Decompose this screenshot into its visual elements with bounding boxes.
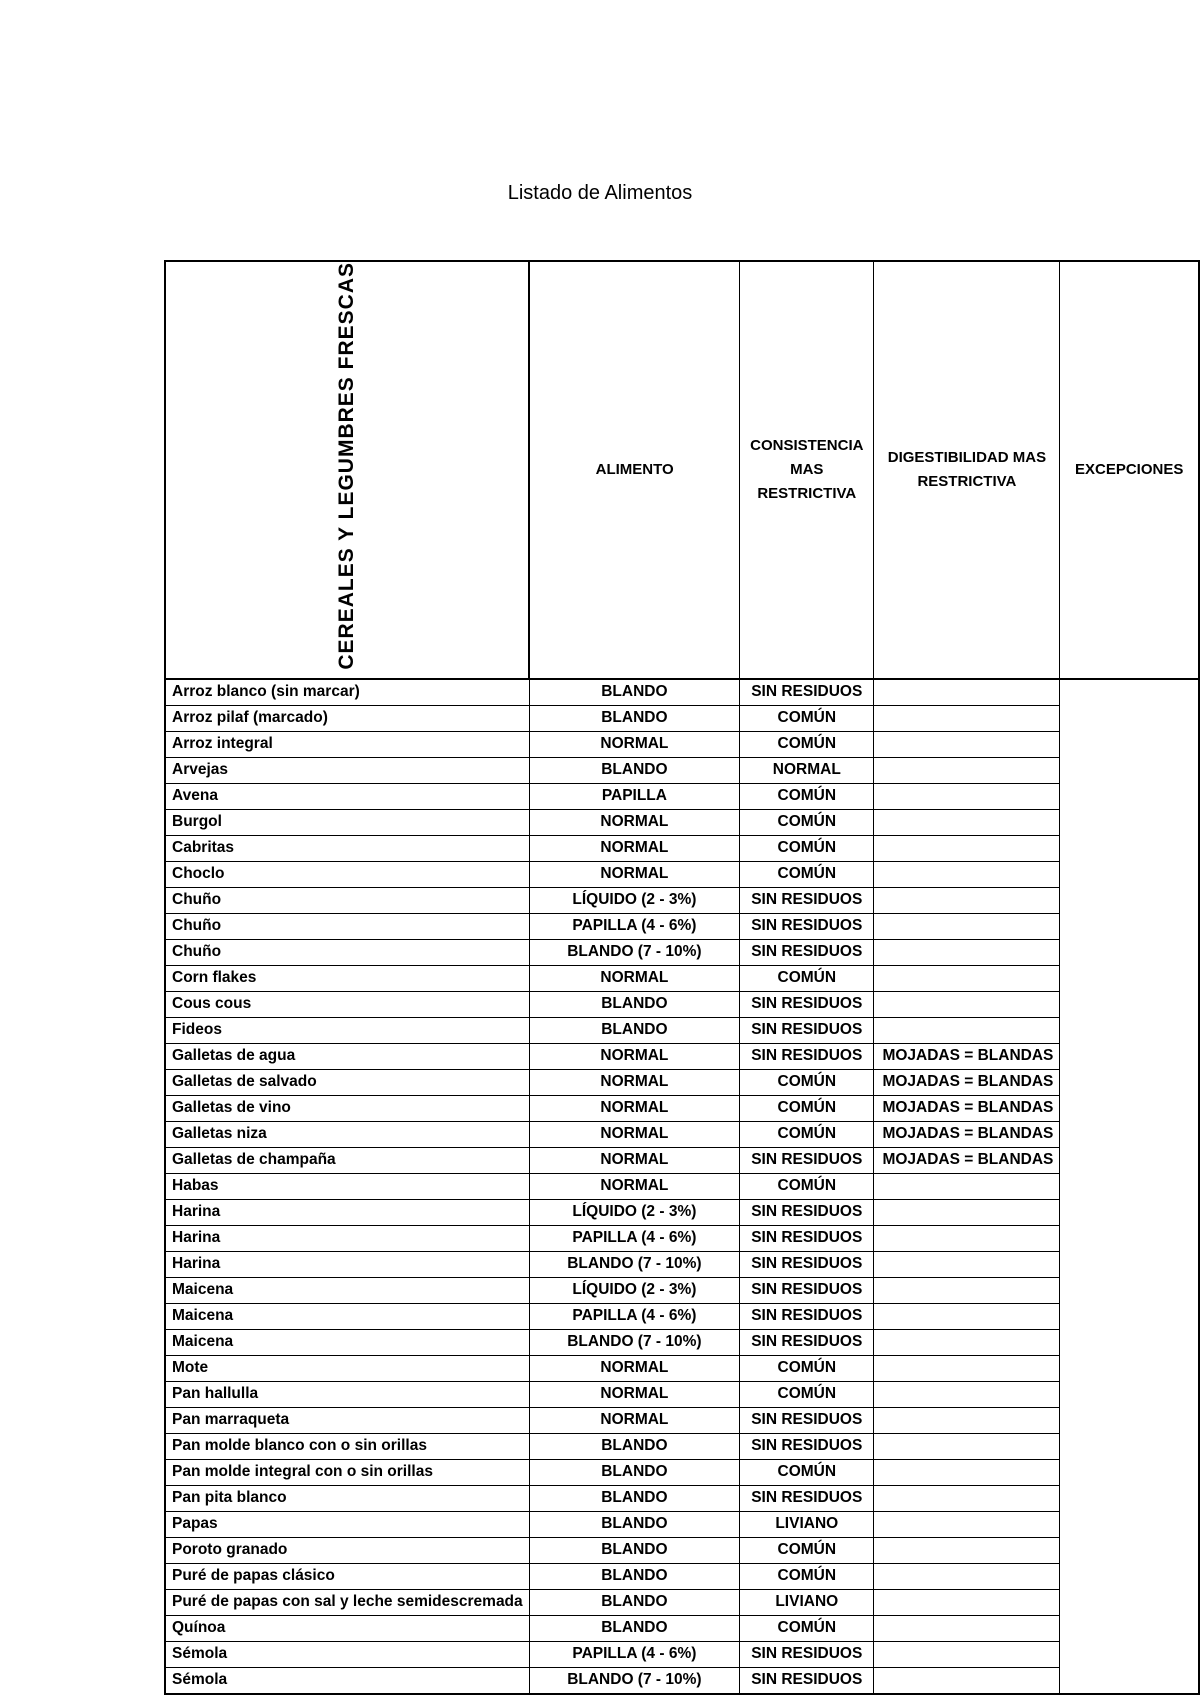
digestibility-cell: SIN RESIDUOS bbox=[740, 913, 874, 939]
consistency-cell: BLANDO bbox=[529, 1459, 739, 1485]
food-name-cell: Arroz blanco (sin marcar) bbox=[165, 679, 529, 706]
consistency-cell: NORMAL bbox=[529, 861, 739, 887]
consistency-cell: NORMAL bbox=[529, 809, 739, 835]
digestibility-cell: SIN RESIDUOS bbox=[740, 1641, 874, 1667]
exceptions-cell bbox=[874, 835, 1060, 861]
header-alimento: ALIMENTO bbox=[529, 261, 739, 679]
table-row bbox=[165, 809, 1199, 835]
consistency-cell: PAPILLA (4 - 6%) bbox=[529, 1225, 739, 1251]
consistency-cell: PAPILLA bbox=[529, 783, 739, 809]
digestibility-cell: SIN RESIDUOS bbox=[740, 1407, 874, 1433]
food-name-cell: Galletas de vino bbox=[165, 1095, 529, 1121]
table-row bbox=[165, 1329, 1199, 1355]
exceptions-cell: MOJADAS = BLANDAS bbox=[874, 1147, 1060, 1173]
exceptions-cell bbox=[874, 1199, 1060, 1225]
food-name-cell: Papas bbox=[165, 1511, 529, 1537]
table-row bbox=[165, 757, 1199, 783]
food-name-cell: Corn flakes bbox=[165, 965, 529, 991]
exceptions-cell bbox=[874, 861, 1060, 887]
consistency-cell: BLANDO bbox=[529, 991, 739, 1017]
table-row bbox=[165, 705, 1199, 731]
header-digestibilidad: DIGESTIBILIDAD MAS RESTRICTIVA bbox=[874, 261, 1060, 679]
food-name-cell: Maicena bbox=[165, 1277, 529, 1303]
consistency-cell: NORMAL bbox=[529, 731, 739, 757]
food-name-cell: Galletas de salvado bbox=[165, 1069, 529, 1095]
exceptions-cell bbox=[874, 1667, 1060, 1694]
food-name-cell: Puré de papas clásico bbox=[165, 1563, 529, 1589]
digestibility-cell: SIN RESIDUOS bbox=[740, 1277, 874, 1303]
exceptions-cell: MOJADAS = BLANDAS bbox=[874, 1069, 1060, 1095]
consistency-cell: BLANDO bbox=[529, 757, 739, 783]
digestibility-cell: SIN RESIDUOS bbox=[740, 1667, 874, 1694]
exceptions-cell bbox=[874, 1589, 1060, 1615]
exceptions-cell bbox=[874, 913, 1060, 939]
consistency-cell: LÍQUIDO (2 - 3%) bbox=[529, 1199, 739, 1225]
exceptions-cell bbox=[874, 679, 1060, 706]
table-row bbox=[165, 1563, 1199, 1589]
food-name-cell: Pan pita blanco bbox=[165, 1485, 529, 1511]
consistency-cell: BLANDO bbox=[529, 1017, 739, 1043]
exceptions-cell bbox=[874, 939, 1060, 965]
exceptions-cell bbox=[874, 1173, 1060, 1199]
food-name-cell: Pan marraqueta bbox=[165, 1407, 529, 1433]
header-excepciones: EXCEPCIONES bbox=[1060, 261, 1199, 679]
digestibility-cell: COMÚN bbox=[740, 809, 874, 835]
food-table bbox=[164, 260, 1200, 1695]
table-row bbox=[165, 1485, 1199, 1511]
food-name-cell: Cous cous bbox=[165, 991, 529, 1017]
food-name-cell: Sémola bbox=[165, 1641, 529, 1667]
table-row bbox=[165, 1251, 1199, 1277]
exceptions-cell bbox=[874, 1407, 1060, 1433]
exceptions-cell bbox=[874, 809, 1060, 835]
food-name-cell: Harina bbox=[165, 1225, 529, 1251]
exceptions-cell: MOJADAS = BLANDAS bbox=[874, 1121, 1060, 1147]
exceptions-cell bbox=[874, 705, 1060, 731]
food-name-cell: Arvejas bbox=[165, 757, 529, 783]
table-row bbox=[165, 1641, 1199, 1667]
header-consistencia: CONSISTENCIA MAS RESTRICTIVA bbox=[740, 261, 874, 679]
consistency-cell: BLANDO bbox=[529, 1537, 739, 1563]
digestibility-cell: COMÚN bbox=[740, 731, 874, 757]
exceptions-cell bbox=[874, 991, 1060, 1017]
consistency-cell: NORMAL bbox=[529, 1407, 739, 1433]
food-name-cell: Chuño bbox=[165, 939, 529, 965]
exceptions-cell bbox=[874, 1017, 1060, 1043]
consistency-cell: BLANDO (7 - 10%) bbox=[529, 1329, 739, 1355]
table-row bbox=[165, 965, 1199, 991]
table-row bbox=[165, 1381, 1199, 1407]
consistency-cell: NORMAL bbox=[529, 1095, 739, 1121]
category-cell bbox=[165, 261, 529, 679]
consistency-cell: LÍQUIDO (2 - 3%) bbox=[529, 887, 739, 913]
exceptions-cell bbox=[874, 1251, 1060, 1277]
food-name-cell: Chuño bbox=[165, 913, 529, 939]
digestibility-cell: SIN RESIDUOS bbox=[740, 1199, 874, 1225]
table-row bbox=[165, 783, 1199, 809]
table-row bbox=[165, 1589, 1199, 1615]
table-row bbox=[165, 1225, 1199, 1251]
digestibility-cell: COMÚN bbox=[740, 1173, 874, 1199]
digestibility-cell: COMÚN bbox=[740, 1355, 874, 1381]
exceptions-cell bbox=[874, 783, 1060, 809]
food-name-cell: Galletas niza bbox=[165, 1121, 529, 1147]
food-name-cell: Galletas de agua bbox=[165, 1043, 529, 1069]
exceptions-cell bbox=[874, 1615, 1060, 1641]
table-row bbox=[165, 991, 1199, 1017]
table-row bbox=[165, 1303, 1199, 1329]
food-name-cell: Pan molde integral con o sin orillas bbox=[165, 1459, 529, 1485]
table-row bbox=[165, 1667, 1199, 1694]
table-row bbox=[165, 939, 1199, 965]
food-name-cell: Avena bbox=[165, 783, 529, 809]
food-name-cell: Arroz pilaf (marcado) bbox=[165, 705, 529, 731]
food-name-cell: Harina bbox=[165, 1251, 529, 1277]
exceptions-cell bbox=[874, 731, 1060, 757]
table-header-row bbox=[165, 261, 1199, 679]
food-name-cell: Galletas de champaña bbox=[165, 1147, 529, 1173]
digestibility-cell: SIN RESIDUOS bbox=[740, 1433, 874, 1459]
digestibility-cell: COMÚN bbox=[740, 783, 874, 809]
food-name-cell: Poroto granado bbox=[165, 1537, 529, 1563]
consistency-cell: PAPILLA (4 - 6%) bbox=[529, 913, 739, 939]
consistency-cell: BLANDO (7 - 10%) bbox=[529, 1251, 739, 1277]
table-row bbox=[165, 835, 1199, 861]
consistency-cell: NORMAL bbox=[529, 1173, 739, 1199]
table-row bbox=[165, 731, 1199, 757]
exceptions-cell bbox=[874, 1433, 1060, 1459]
consistency-cell: NORMAL bbox=[529, 1147, 739, 1173]
consistency-cell: BLANDO (7 - 10%) bbox=[529, 1667, 739, 1694]
digestibility-cell: SIN RESIDUOS bbox=[740, 887, 874, 913]
exceptions-cell bbox=[874, 965, 1060, 991]
consistency-cell: BLANDO bbox=[529, 679, 739, 706]
food-name-cell: Choclo bbox=[165, 861, 529, 887]
exceptions-cell bbox=[874, 1225, 1060, 1251]
table-row bbox=[165, 1017, 1199, 1043]
digestibility-cell: NORMAL bbox=[740, 757, 874, 783]
digestibility-cell: COMÚN bbox=[740, 1537, 874, 1563]
consistency-cell: PAPILLA (4 - 6%) bbox=[529, 1303, 739, 1329]
food-name-cell: Sémola bbox=[165, 1667, 529, 1694]
digestibility-cell: COMÚN bbox=[740, 965, 874, 991]
table-row bbox=[165, 679, 1199, 706]
consistency-cell: BLANDO bbox=[529, 1433, 739, 1459]
table-row bbox=[165, 1173, 1199, 1199]
exceptions-cell bbox=[874, 887, 1060, 913]
food-name-cell: Pan hallulla bbox=[165, 1381, 529, 1407]
digestibility-cell: SIN RESIDUOS bbox=[740, 1043, 874, 1069]
exceptions-cell: MOJADAS = BLANDAS bbox=[874, 1095, 1060, 1121]
exceptions-cell bbox=[874, 1303, 1060, 1329]
category-label: CEREALES Y LEGUMBRES FRESCAS bbox=[335, 262, 359, 670]
table-body bbox=[165, 679, 1199, 1694]
digestibility-cell: SIN RESIDUOS bbox=[740, 1017, 874, 1043]
exceptions-cell bbox=[874, 1355, 1060, 1381]
consistency-cell: BLANDO bbox=[529, 1615, 739, 1641]
exceptions-cell bbox=[874, 1485, 1060, 1511]
exceptions-cell bbox=[874, 1537, 1060, 1563]
food-name-cell: Maicena bbox=[165, 1303, 529, 1329]
digestibility-cell: COMÚN bbox=[740, 1069, 874, 1095]
table-row bbox=[165, 1069, 1199, 1095]
digestibility-cell: SIN RESIDUOS bbox=[740, 1329, 874, 1355]
consistency-cell: NORMAL bbox=[529, 965, 739, 991]
consistency-cell: NORMAL bbox=[529, 1043, 739, 1069]
food-name-cell: Habas bbox=[165, 1173, 529, 1199]
digestibility-cell: SIN RESIDUOS bbox=[740, 939, 874, 965]
digestibility-cell: COMÚN bbox=[740, 705, 874, 731]
consistency-cell: BLANDO bbox=[529, 1485, 739, 1511]
table-row bbox=[165, 1121, 1199, 1147]
table-row bbox=[165, 1043, 1199, 1069]
digestibility-cell: COMÚN bbox=[740, 1095, 874, 1121]
table-row bbox=[165, 1199, 1199, 1225]
food-name-cell: Burgol bbox=[165, 809, 529, 835]
digestibility-cell: SIN RESIDUOS bbox=[740, 991, 874, 1017]
consistency-cell: LÍQUIDO (2 - 3%) bbox=[529, 1277, 739, 1303]
digestibility-cell: COMÚN bbox=[740, 1459, 874, 1485]
digestibility-cell: LIVIANO bbox=[740, 1511, 874, 1537]
table-row bbox=[165, 1511, 1199, 1537]
table-row bbox=[165, 1407, 1199, 1433]
exceptions-cell bbox=[874, 757, 1060, 783]
digestibility-cell: SIN RESIDUOS bbox=[740, 1225, 874, 1251]
consistency-cell: BLANDO (7 - 10%) bbox=[529, 939, 739, 965]
consistency-cell: NORMAL bbox=[529, 1355, 739, 1381]
digestibility-cell: COMÚN bbox=[740, 1615, 874, 1641]
food-name-cell: Maicena bbox=[165, 1329, 529, 1355]
consistency-cell: NORMAL bbox=[529, 835, 739, 861]
digestibility-cell: COMÚN bbox=[740, 1381, 874, 1407]
table-row bbox=[165, 1355, 1199, 1381]
exceptions-cell bbox=[874, 1277, 1060, 1303]
exceptions-cell: MOJADAS = BLANDAS bbox=[874, 1043, 1060, 1069]
table-row bbox=[165, 913, 1199, 939]
exceptions-cell bbox=[874, 1511, 1060, 1537]
food-name-cell: Cabritas bbox=[165, 835, 529, 861]
digestibility-cell: LIVIANO bbox=[740, 1589, 874, 1615]
food-name-cell: Harina bbox=[165, 1199, 529, 1225]
food-name-cell: Mote bbox=[165, 1355, 529, 1381]
table-row bbox=[165, 1147, 1199, 1173]
exceptions-cell bbox=[874, 1381, 1060, 1407]
table-row bbox=[165, 861, 1199, 887]
digestibility-cell: SIN RESIDUOS bbox=[740, 1303, 874, 1329]
table-row bbox=[165, 1095, 1199, 1121]
table-row bbox=[165, 1537, 1199, 1563]
digestibility-cell: SIN RESIDUOS bbox=[740, 679, 874, 706]
consistency-cell: NORMAL bbox=[529, 1069, 739, 1095]
food-name-cell: Fideos bbox=[165, 1017, 529, 1043]
consistency-cell: BLANDO bbox=[529, 1511, 739, 1537]
table-row bbox=[165, 1277, 1199, 1303]
food-name-cell: Puré de papas con sal y leche semidescremada bbox=[165, 1589, 529, 1615]
table-row bbox=[165, 1459, 1199, 1485]
digestibility-cell: SIN RESIDUOS bbox=[740, 1485, 874, 1511]
consistency-cell: BLANDO bbox=[529, 705, 739, 731]
food-name-cell: Arroz integral bbox=[165, 731, 529, 757]
exceptions-cell bbox=[874, 1641, 1060, 1667]
consistency-cell: NORMAL bbox=[529, 1121, 739, 1147]
digestibility-cell: COMÚN bbox=[740, 1121, 874, 1147]
digestibility-cell: COMÚN bbox=[740, 835, 874, 861]
table-row bbox=[165, 887, 1199, 913]
food-name-cell: Chuño bbox=[165, 887, 529, 913]
digestibility-cell: SIN RESIDUOS bbox=[740, 1251, 874, 1277]
table-row bbox=[165, 1615, 1199, 1641]
table-row bbox=[165, 1433, 1199, 1459]
digestibility-cell: COMÚN bbox=[740, 861, 874, 887]
consistency-cell: NORMAL bbox=[529, 1381, 739, 1407]
exceptions-cell bbox=[874, 1329, 1060, 1355]
consistency-cell: BLANDO bbox=[529, 1589, 739, 1615]
consistency-cell: PAPILLA (4 - 6%) bbox=[529, 1641, 739, 1667]
food-name-cell: Pan molde blanco con o sin orillas bbox=[165, 1433, 529, 1459]
exceptions-cell bbox=[874, 1563, 1060, 1589]
digestibility-cell: COMÚN bbox=[740, 1563, 874, 1589]
exceptions-cell bbox=[874, 1459, 1060, 1485]
food-name-cell: Quínoa bbox=[165, 1615, 529, 1641]
digestibility-cell: SIN RESIDUOS bbox=[740, 1147, 874, 1173]
page-title: Listado de Alimentos bbox=[507, 182, 693, 204]
consistency-cell: BLANDO bbox=[529, 1563, 739, 1589]
